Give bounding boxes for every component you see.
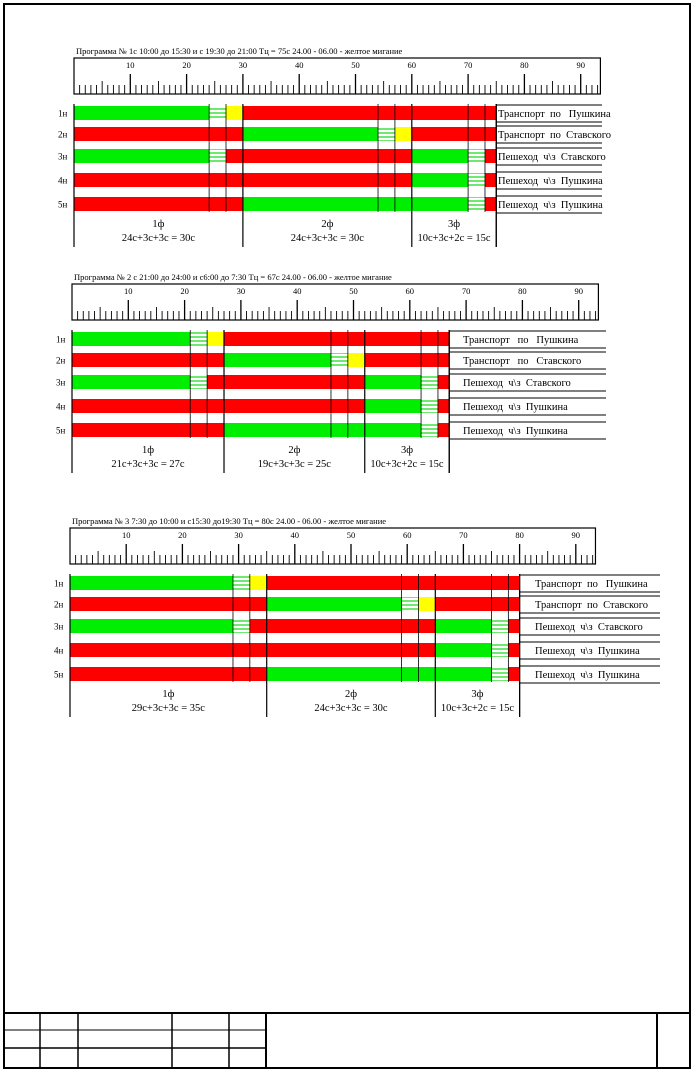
signal-segment — [492, 667, 509, 681]
phase-name: 3ф — [447, 219, 461, 230]
program-title: Программа № 3 7:30 до 10:00 и с15:30 до19:30 Тц = 80с 24.00 - 06.00 - желтое мигание — [72, 516, 387, 526]
ruler-tick-label: 60 — [405, 286, 415, 296]
ruler-tick-label: 30 — [236, 286, 246, 296]
signal-segment — [207, 375, 365, 389]
signal-segment — [224, 332, 449, 346]
signal-segment — [418, 597, 435, 611]
signal-segment — [72, 375, 190, 389]
signal-segment — [421, 375, 438, 389]
ruler-tick-label: 30 — [234, 530, 243, 540]
ruler-tick-label: 10 — [126, 60, 135, 70]
lane-5 — [54, 666, 660, 683]
signal-segment — [438, 423, 449, 437]
signal-segment — [267, 597, 402, 611]
signal-segment — [72, 332, 190, 346]
program-title: Программа № 2 с 21:00 до 24:00 и с6:00 до 7:30 Тц = 67с 24.00 - 06.00 - желтое мигание — [74, 272, 392, 282]
lane-label: Транспорт по Ставского — [498, 130, 612, 141]
signal-segment — [74, 106, 209, 120]
signal-segment — [233, 619, 250, 633]
program-1 — [58, 46, 611, 247]
lane-2 — [58, 126, 611, 143]
ruler-tick-label: 90 — [574, 286, 583, 296]
phase-formula: 24с+3с+3с = 30с — [314, 703, 388, 714]
signal-segment — [485, 149, 496, 163]
lane-2 — [54, 596, 660, 613]
lane-4 — [58, 172, 603, 189]
lane-label: Транспорт по Ставского — [535, 600, 649, 611]
ruler-tick-label: 70 — [463, 60, 473, 70]
lane-label: Транспорт по Пушкина — [463, 335, 579, 346]
ruler-tick-label: 20 — [180, 286, 189, 296]
signal-segment — [395, 127, 412, 141]
lane-id: 1н — [58, 108, 68, 119]
lane-id: 4н — [58, 175, 68, 186]
signal-segment — [485, 197, 496, 211]
signal-segment — [72, 353, 224, 367]
lane-id: 2н — [58, 129, 68, 140]
signal-segment — [438, 399, 449, 413]
ruler-tick-label: 30 — [238, 60, 248, 70]
signal-segment — [74, 127, 243, 141]
lane-label: Пешеход ч\з Пушкина — [498, 200, 603, 211]
ruler-tick-label: 10 — [124, 286, 133, 296]
signal-segment — [492, 619, 509, 633]
signal-segment — [438, 375, 449, 389]
signal-segment — [412, 127, 496, 141]
lane-id: 5н — [58, 199, 68, 210]
signal-segment — [435, 597, 519, 611]
phase-name: 1ф — [152, 219, 165, 230]
signal-segment — [267, 576, 520, 590]
lane-id: 4н — [56, 401, 66, 412]
lane-id: 3н — [54, 621, 64, 632]
lane-id: 3н — [58, 151, 68, 162]
signal-segment — [402, 597, 419, 611]
phase-name: 3ф — [471, 689, 484, 700]
signal-segment — [243, 197, 468, 211]
phase-formula: 10с+3с+2с = 15с — [440, 703, 515, 714]
signal-segment — [468, 197, 485, 211]
signal-segment — [485, 173, 496, 187]
lane-id: 3н — [56, 377, 66, 388]
ruler-tick-label: 40 — [292, 286, 302, 296]
phase-name: 2ф — [344, 689, 358, 700]
signal-segment — [70, 597, 267, 611]
signal-segment — [74, 197, 243, 211]
signal-segment — [226, 149, 412, 163]
program-title: Программа № 1с 10:00 до 15:30 и с 19:30 до 21:00 Тц = 75с 24.00 - 06.00 - желтое мигание — [76, 46, 403, 56]
ruler-tick-label: 60 — [407, 60, 417, 70]
signal-segment — [435, 619, 491, 633]
lane-label: Пешеход ч\з Пушкина — [463, 426, 568, 437]
lane-label: Пешеход ч\з Ставского — [535, 622, 643, 633]
signal-segment — [378, 127, 395, 141]
lane-id: 1н — [56, 334, 66, 345]
phase-name: 1ф — [141, 445, 155, 456]
lane-id: 5н — [54, 669, 64, 680]
signal-segment — [468, 173, 485, 187]
signal-segment — [70, 619, 233, 633]
signal-segment — [435, 643, 491, 657]
lane-label: Транспорт по Пушкина — [498, 109, 611, 120]
signal-segment — [421, 399, 438, 413]
phase-name: 2ф — [321, 219, 334, 230]
ruler-tick-label: 40 — [290, 530, 300, 540]
phase-formula: 29с+3с+3с = 35с — [131, 703, 205, 714]
phase-formula: 21с+3с+3с = 27с — [111, 459, 185, 470]
signal-segment — [72, 399, 365, 413]
program-2 — [56, 272, 606, 473]
ruler-tick-label: 80 — [518, 286, 527, 296]
signal-segment — [190, 375, 207, 389]
signal-segment — [74, 149, 209, 163]
lane-label: Пешеход ч\з Пушкина — [535, 646, 640, 657]
phase-formula: 10с+3с+2с = 15с — [417, 233, 491, 244]
lane-label: Пешеход ч\з Пушкина — [498, 176, 603, 187]
signal-segment — [412, 173, 468, 187]
signal-segment — [267, 667, 492, 681]
signal-segment — [365, 353, 449, 367]
lane-id: 2н — [54, 599, 64, 610]
signal-segment — [224, 423, 421, 437]
lane-label: Пешеход ч\з Ставского — [498, 152, 606, 163]
ruler-tick-label: 20 — [178, 530, 187, 540]
phase-formula: 24с+3с+3с = 30с — [290, 233, 364, 244]
lane-id: 1н — [54, 578, 64, 589]
ruler-tick-label: 60 — [402, 530, 412, 540]
lane-label: Транспорт по Пушкина — [535, 579, 648, 590]
phase-name: 1ф — [162, 689, 175, 700]
ruler-tick-label: 50 — [351, 60, 360, 70]
signal-segment — [508, 667, 519, 681]
lane-id: 4н — [54, 645, 64, 656]
ruler-tick-label: 90 — [576, 60, 585, 70]
signal-segment — [508, 619, 519, 633]
signal-segment — [72, 423, 224, 437]
phase-formula: 10с+3с+2с = 15с — [370, 459, 444, 470]
signal-segment — [492, 643, 509, 657]
signal-segment — [70, 667, 267, 681]
lane-4 — [54, 642, 660, 659]
ruler-tick-label: 80 — [515, 530, 524, 540]
lane-5 — [58, 196, 603, 213]
lane-1 — [58, 105, 611, 122]
lane-label: Пешеход ч\з Пушкина — [535, 670, 640, 681]
phase-name: 3ф — [400, 445, 414, 456]
signal-segment — [468, 149, 485, 163]
signal-segment — [207, 332, 224, 346]
lane-label: Пешеход ч\з Пушкина — [463, 402, 568, 413]
lane-1 — [54, 575, 660, 592]
ruler-tick-label: 70 — [459, 530, 468, 540]
signal-segment — [70, 576, 233, 590]
signal-segment — [365, 399, 421, 413]
signal-segment — [331, 353, 348, 367]
ruler-tick-label: 50 — [349, 286, 358, 296]
lane-3 — [54, 618, 660, 635]
ruler-tick-label: 90 — [571, 530, 581, 540]
signal-segment — [508, 643, 519, 657]
signal-segment — [209, 106, 226, 120]
phase-formula: 19с+3с+3с = 25с — [257, 459, 331, 470]
signal-segment — [412, 149, 468, 163]
signal-segment — [190, 332, 207, 346]
signal-segment — [233, 576, 250, 590]
phase-name: 2ф — [288, 445, 301, 456]
ruler-tick-label: 20 — [182, 60, 191, 70]
ruler-tick-label: 80 — [520, 60, 529, 70]
lane-label: Транспорт по Ставского — [463, 356, 582, 367]
signal-segment — [70, 643, 435, 657]
signal-segment — [243, 127, 378, 141]
ruler-tick-label: 40 — [294, 60, 304, 70]
signal-segment — [421, 423, 438, 437]
phase-formula: 24с+3с+3с = 30с — [121, 233, 196, 244]
program-3 — [54, 516, 660, 717]
lane-3 — [58, 148, 606, 165]
ruler-tick-label: 10 — [121, 530, 131, 540]
signal-segment — [243, 106, 496, 120]
lane-id: 2н — [56, 355, 66, 366]
signal-segment — [250, 619, 435, 633]
lane-id: 5н — [56, 425, 66, 436]
ruler-tick-label: 50 — [346, 530, 356, 540]
signal-segment — [209, 149, 226, 163]
signal-segment — [365, 375, 421, 389]
lane-label: Пешеход ч\з Ставского — [463, 378, 571, 389]
ruler-tick-label: 70 — [461, 286, 471, 296]
signal-segment — [250, 576, 267, 590]
signal-segment — [226, 106, 243, 120]
signal-segment — [348, 353, 365, 367]
title-block — [3, 1013, 691, 1069]
signal-segment — [224, 353, 331, 367]
